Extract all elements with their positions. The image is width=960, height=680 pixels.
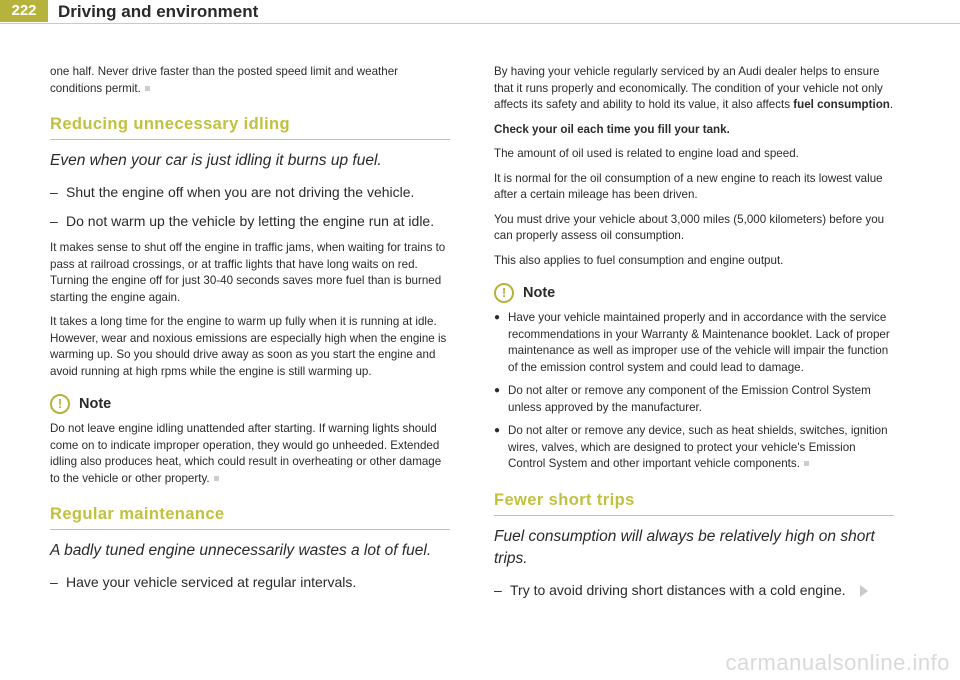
step-item: – Try to avoid driving short distances with a cold engine. xyxy=(494,580,894,601)
note-bullet: ● Do not alter or remove any component of the Emission Control System unless approved by the manufacturer. xyxy=(494,383,894,416)
bullet-icon: ● xyxy=(494,425,501,436)
maintenance-paragraph: By having your vehicle regularly serviced by an Audi dealer helps to ensure that it runs properly and economically. The condition of your vehicle not only affects its safety and ability to hold its value, it also affects fuel consumption. xyxy=(494,65,894,111)
oil-paragraph-1: The amount of oil used is related to engine load and speed. xyxy=(494,147,799,160)
step-item: – Do not warm up the vehicle by letting the engine run at idle. xyxy=(50,213,435,229)
watermark: carmanualsonline.info xyxy=(725,650,950,675)
intro-paragraph: one half. Never drive faster than the posted speed limit and weather conditions permit. xyxy=(50,65,399,95)
heading-regular-maintenance: Regular maintenance xyxy=(50,505,450,530)
idling-paragraph-2: It takes a long time for the engine to warm up fully when it is running at idle. However, wear and noxious emissions are especially high when the engine is warming up. So you should drive away as soon as you start the engine and avoid running at high rpms while the engine is still warming up. xyxy=(50,315,447,378)
subtitle-short-trips: Fuel consumption will always be relatively high on short trips. xyxy=(494,527,875,567)
oil-paragraph-2: It is normal for the oil consumption of a new engine to reach its lowest value after a certain mileage has been driven. xyxy=(494,171,883,201)
idling-paragraph-1: It makes sense to shut off the engine in traffic jams, when waiting for trains to pass at railroad crossings, or at traffic lights that have long waits on red. Turning the engine off for just 30-40 seconds saves more fuel than is burned starting the engine again. xyxy=(50,241,446,304)
right-column xyxy=(494,64,894,609)
left-column xyxy=(50,64,450,601)
page-header xyxy=(0,0,960,30)
heading-fewer-short-trips: Fewer short trips xyxy=(494,491,894,516)
note-bullet: ● Do not alter or remove any device, such as heat shields, switches, ignition wires, valves, which are designed to protect your vehicle's Emission Control System and other important vehicle components. xyxy=(494,423,894,473)
oil-paragraph-3: You must drive your vehicle about 3,000 miles (5,000 kilometers) before you can properly assess oil consumption. xyxy=(494,212,885,242)
heading-reducing-idling: Reducing unnecessary idling xyxy=(50,115,450,140)
bullet-icon: ● xyxy=(494,385,501,396)
end-of-section-icon xyxy=(214,476,219,481)
oil-paragraph-4: This also applies to fuel consumption and engine output. xyxy=(494,253,784,267)
caution-icon: ! xyxy=(494,283,514,303)
page-number: 222 xyxy=(0,0,48,22)
step-item: – Shut the engine off when you are not driving the vehicle. xyxy=(50,184,415,200)
note-heading: ! Note xyxy=(50,394,450,414)
note-bullet: ● Have your vehicle maintained properly and in accordance with the service recommendations in your Warranty & Maintenance booklet. Lack of proper maintenance as well as improper use of the vehicle will impair the function of the emission control system and could lead to damage. xyxy=(494,310,894,376)
caution-icon: ! xyxy=(50,394,70,414)
running-title: Driving and environment xyxy=(58,2,259,21)
oil-check-heading: Check your oil each time you fill your tank. xyxy=(494,122,730,136)
subtitle-idling: Even when your car is just idling it burns up fuel. xyxy=(50,152,382,169)
note-text: Do not leave engine idling unattended after starting. If warning lights should come on to indicate improper operation, they would go unheeded. Extended idling also produces heat, which could result in overheating or other damage to the vehicle or other property. xyxy=(50,422,442,485)
end-of-section-icon xyxy=(804,461,809,466)
note-heading: ! Note xyxy=(494,283,894,303)
end-of-section-icon xyxy=(145,86,150,91)
step-item: – Have your vehicle serviced at regular intervals. xyxy=(50,574,357,590)
subtitle-maintenance: A badly tuned engine unnecessarily wastes a lot of fuel. xyxy=(50,542,432,559)
continue-arrow-icon xyxy=(860,585,868,597)
bullet-icon: ● xyxy=(494,312,501,323)
header-divider xyxy=(0,23,960,24)
